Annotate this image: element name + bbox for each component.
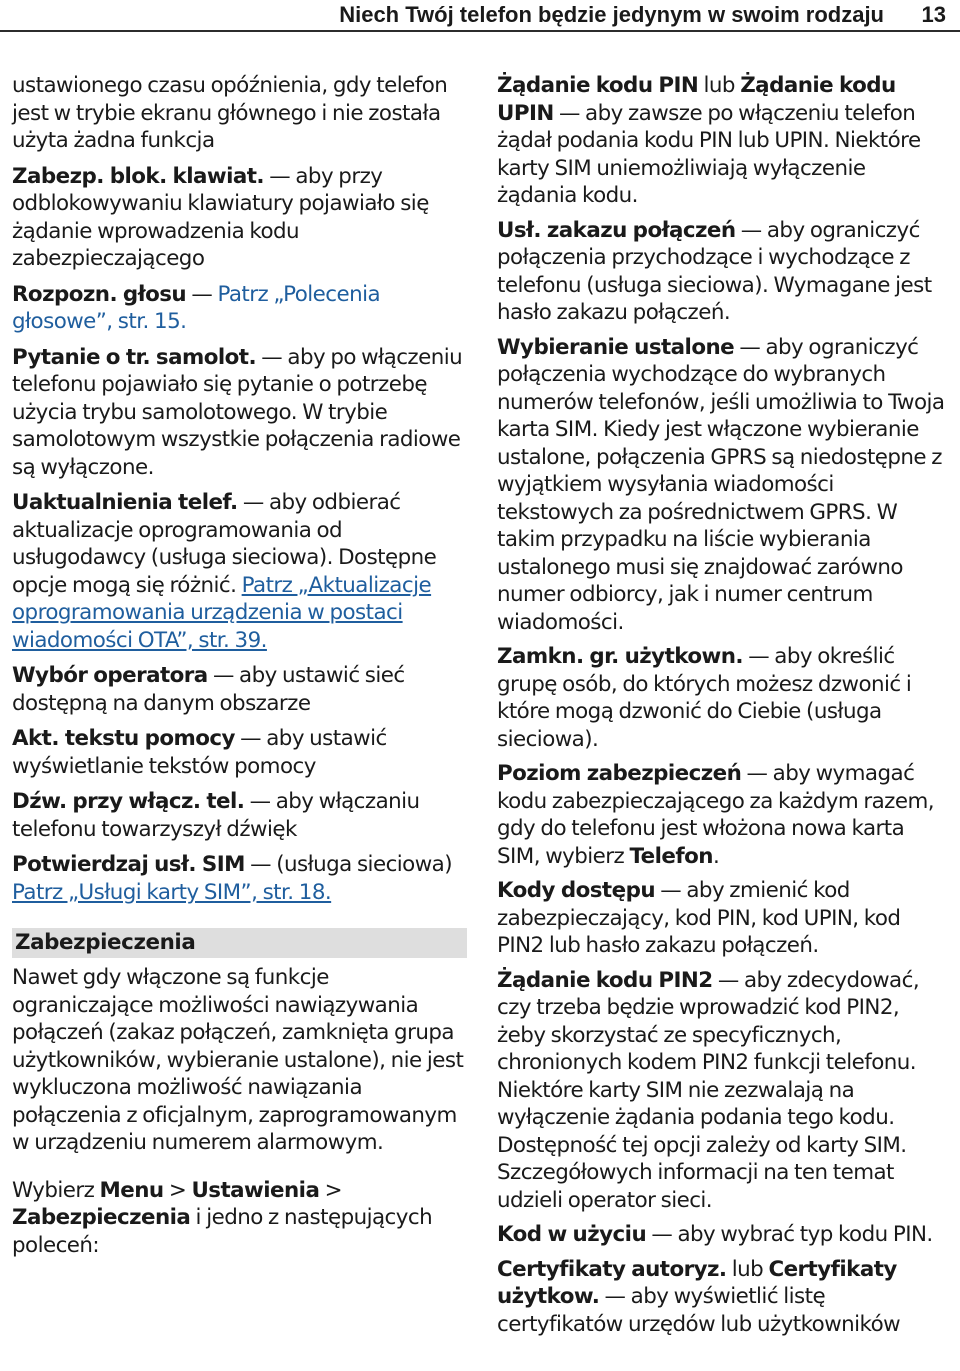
menu-path-instruction xyxy=(12,1177,467,1260)
sentence-end: . xyxy=(712,843,720,869)
option-phone-updates xyxy=(12,489,467,654)
option-startup-tone xyxy=(12,788,467,843)
menu-path-settings: Ustawienia xyxy=(191,1177,320,1203)
path-separator: > xyxy=(163,1177,192,1203)
option-description: — aby po włączeniu telefonu pojawiało się pytanie o potrzebę użycia trybu samolotowego. W trybie samolotowym wszystkie połączenia radiowe są wyłączone. xyxy=(12,344,463,480)
option-operator-selection xyxy=(12,662,467,717)
option-description: — aby ograniczyć połączenia wychodzące do wybranych numerów telefonów, jeśli umożliwia to Twoja karta SIM. Kiedy jest włączone wybieranie ustalone, połączenia GPRS są niedostępne z wyjątkiem wysyłania wiadomości tekstowych za pośrednictwem GPRS. W takim przypadku na liście wybierania ustalonego musi się znajdować zarówno numer odbiorcy, jak i numer centrum wiadomości. xyxy=(497,334,945,635)
menu-path-security: Zabezpieczenia xyxy=(12,1205,191,1230)
option-description: — aby włączaniu telefonu towarzyszył dźwięk xyxy=(12,789,420,842)
option-description: — aby wybrać typ kodu PIN. xyxy=(646,1222,933,1247)
option-description: — aby wymagać kodu zabezpieczającego za każdym razem, gdy do telefonu jest włożona nowa karta SIM, wybierz xyxy=(497,761,934,869)
instruction-text: Wybierz xyxy=(12,1177,100,1203)
option-term: Poziom zabezpieczeń xyxy=(497,761,742,786)
option-term: Pytanie o tr. samolot. xyxy=(12,344,257,370)
option-connector: lub xyxy=(726,1256,769,1282)
option-call-barring xyxy=(497,217,949,327)
option-term: Zamkn. gr. użytkown. xyxy=(497,644,743,669)
option-term: Rozpozn. głosu xyxy=(12,281,187,307)
option-description: — (usługa sieciowa) xyxy=(244,852,453,877)
option-term: Wybieranie ustalone xyxy=(497,334,735,360)
page-header xyxy=(0,0,960,32)
option-term: Kod w użyciu xyxy=(497,1222,647,1247)
option-term: Żądanie kodu PIN xyxy=(497,73,699,98)
option-description: — aby zdecydować, czy trzeba będzie wprowadzić kod PIN2, żeby skorzystać ze specyficznych, chronionych kodem PIN2 funkcji telefonu. Niektóre karty SIM nie zezwalają na wyłączenie żądania podania tego kodu. Dostępność tej opcji zależy od karty SIM. Szczegółowych informacji na ten temat udzieli operator sieci. xyxy=(497,967,920,1213)
option-term: Akt. tekstu pomocy xyxy=(12,726,235,751)
option-help-text xyxy=(12,725,467,780)
option-access-codes xyxy=(497,877,949,960)
option-term: Certyfikaty autoryz. xyxy=(497,1256,727,1282)
option-term: Potwierdzaj usł. SIM xyxy=(12,852,245,877)
option-fixed-dialling xyxy=(497,334,949,637)
option-term: Żądanie kodu PIN2 xyxy=(497,967,713,993)
option-term: Żądanie kodu UPIN xyxy=(497,73,896,126)
option-keyguard-security xyxy=(12,163,467,273)
option-term: Zabezp. blok. klawiat. xyxy=(12,163,265,189)
paragraph-continuation xyxy=(12,72,467,155)
option-term: Certyfikaty użytkow. xyxy=(497,1256,897,1309)
option-description: — aby zawsze po włączeniu telefon żądał podania kodu PIN lub UPIN. Niektóre karty SIM uniemożliwiają wyłączenie żądania kodu. xyxy=(497,100,921,208)
option-pin-request xyxy=(497,72,949,210)
security-intro-paragraph xyxy=(12,964,467,1157)
option-voice-recognition xyxy=(12,281,467,336)
option-term: Usł. zakazu połączeń xyxy=(497,217,736,243)
option-description: — aby wyświetlić listę certyfikatów urzędów lub użytkowników xyxy=(497,1284,901,1337)
option-confirm-sim-actions xyxy=(12,851,467,906)
option-term: Wybór operatora xyxy=(12,663,208,688)
cross-reference-link[interactable]: Patrz „Usługi karty SIM”, str. 18. xyxy=(12,879,332,905)
cross-reference-link[interactable]: Patrz „Aktualizacje oprogramowania urządzenia w postaci wiadomości OTA”, str. 39. xyxy=(12,572,432,653)
option-term: Dźw. przy włącz. tel. xyxy=(12,789,245,814)
paragraph-text: Nawet gdy włączone są funkcje ograniczające możliwości nawiązywania połączeń (zakaz połączeń, zamknięta grupa użytkowników, wybieranie ustalone), nie jest wykluczona możliwość nawiązania połączenia z oficjalnym, zaprogramowanym w urządzeniu numerem alarmowym. xyxy=(12,965,464,1155)
cross-reference-link[interactable]: Patrz „Polecenia głosowe”, str. 15. xyxy=(12,281,381,334)
option-pin2-request xyxy=(497,967,949,1215)
option-closed-user-group xyxy=(497,643,949,753)
option-description: — aby ustawić sieć dostępną na danym obszarze xyxy=(12,663,405,716)
menu-path-menu: Menu xyxy=(99,1177,164,1203)
paragraph-text: ustawionego czasu opóźnienia, gdy telefon jest w trybie ekranu głównego i nie została użyta żadna funkcja xyxy=(12,73,448,153)
option-connector: lub xyxy=(698,73,741,98)
option-code-in-use xyxy=(497,1221,949,1249)
instruction-text: i jedno z następujących poleceń: xyxy=(12,1205,433,1258)
option-certificates xyxy=(497,1256,949,1339)
option-description: — aby ograniczyć połączenia przychodzące i wychodzące z telefonu (usługa sieciowa). Wymagane jest hasło zakazu połączeń. xyxy=(497,217,932,325)
option-description: — aby ustawić wyświetlanie tekstów pomocy xyxy=(12,726,387,779)
option-value-phone: Telefon xyxy=(629,843,713,869)
option-description: — aby przy odblokowywaniu klawiatury pojawiało się żądanie wprowadzenia kodu zabezpieczającego xyxy=(12,163,429,271)
option-term: Kody dostępu xyxy=(497,878,656,903)
page-number: 13 xyxy=(921,2,946,27)
option-flight-query xyxy=(12,344,467,482)
option-term: Uaktualnienia telef. xyxy=(12,490,238,515)
path-separator: > xyxy=(319,1177,342,1203)
running-header-title: Niech Twój telefon będzie jedynym w swoim rodzaju xyxy=(339,2,884,27)
right-column xyxy=(497,72,949,1345)
option-description: — aby określić grupę osób, do których możesz dzwonić i które mogą dzwonić do Ciebie (usługa sieciowa). xyxy=(497,644,912,752)
option-dash: — xyxy=(186,281,218,307)
section-heading: Zabezpieczenia xyxy=(12,928,467,958)
option-description: — aby zmienić kod zabezpieczający, kod PIN, kod UPIN, kod PIN2 lub hasło zakazu połączeń. xyxy=(497,878,901,958)
option-security-level xyxy=(497,760,949,870)
left-column xyxy=(12,72,467,1267)
option-description: — aby odbierać aktualizacje oprogramowania od usługodawcy (usługa sieciowa). Dostępne opcje mogą się różnić. xyxy=(12,490,437,598)
